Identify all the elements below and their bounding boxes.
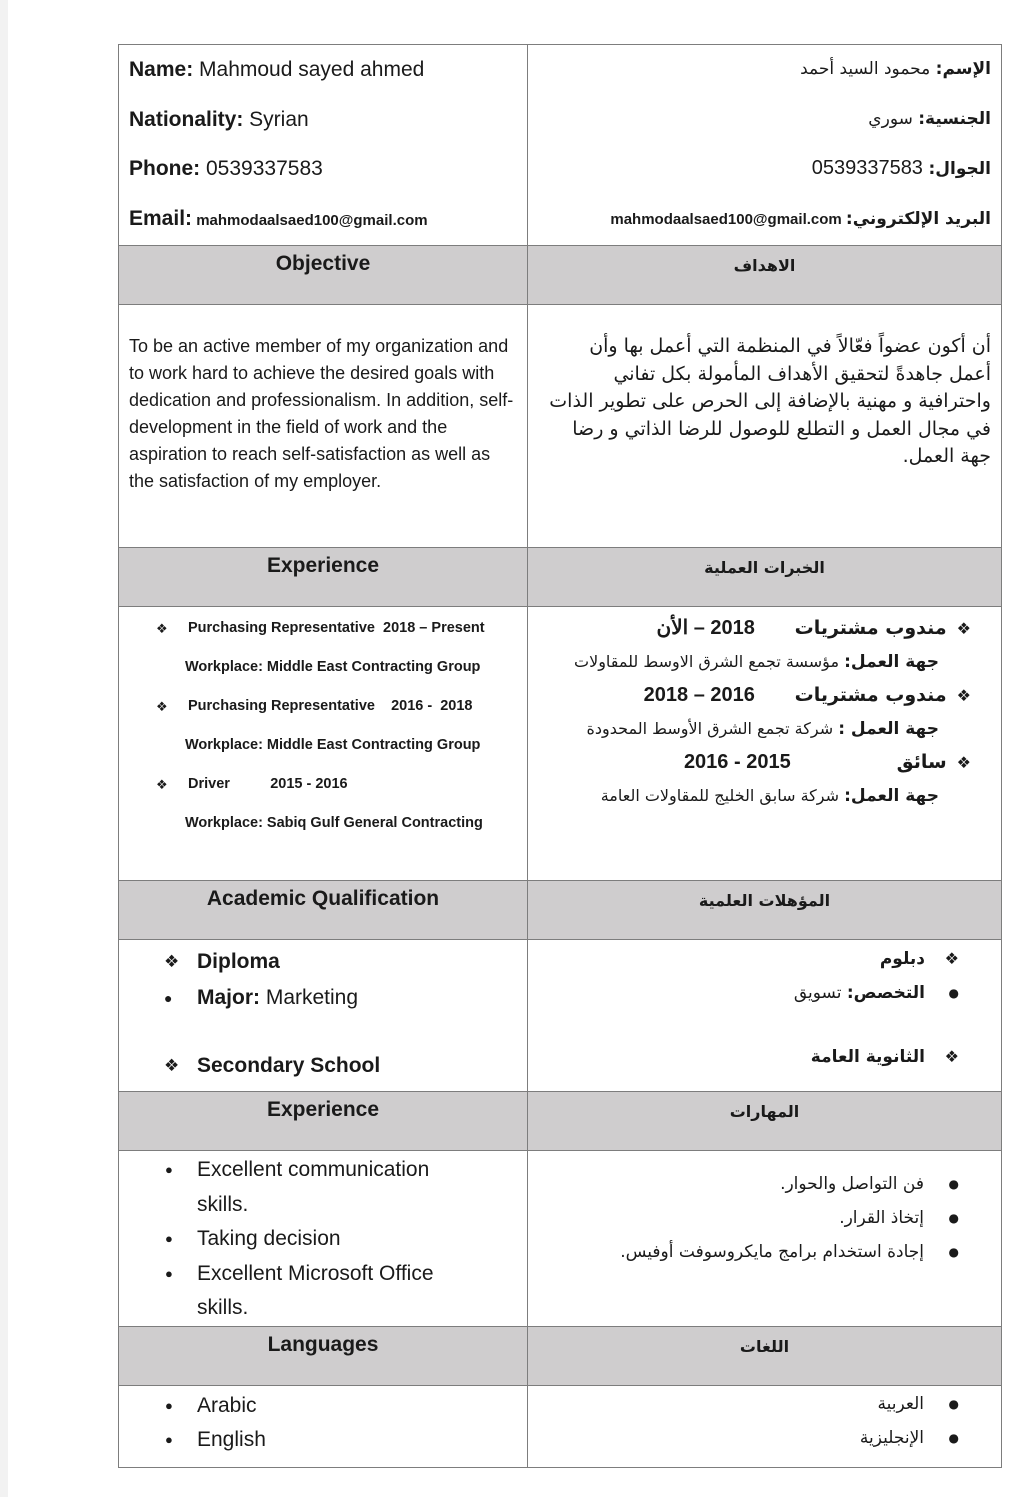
cv-table: [118, 44, 1002, 1468]
languages-row: [119, 1385, 1002, 1467]
dot-bullet-icon: ●: [948, 986, 959, 1000]
dot-bullet-icon: ●: [165, 1231, 173, 1246]
job-item: ❖ Purchasing Representative 2018 – Present: [119, 609, 527, 648]
name-field: Name: Mahmoud sayed ahmed: [129, 58, 425, 81]
language-item: ● Arabic: [119, 1389, 527, 1424]
experience-row: [119, 607, 1002, 881]
dot-bullet-icon: ●: [165, 1265, 173, 1281]
languages-list-ar: [528, 1386, 1001, 1455]
dot-bullet-icon: ●: [165, 1162, 173, 1177]
objective-text-ar: أن أكون عضواً فعّالاً في المنظمة التي أعمل بها وأن أعمل جاهدةً لتحقيق الأهداف المأمولة بكل تفاني واحترافية و مهنية بالإضافة إلى الحرص على تطوير الذات في مجال العمل و التطلع للوصول للرضا الذاتي و رضا جهة العمل.: [549, 335, 991, 467]
language-item-ar: ● العربية: [528, 1387, 1001, 1421]
skill-item-ar: ● إجادة استخدام برامج مايكروسوفت أوفيس.: [528, 1235, 1001, 1269]
job-item: ❖ Purchasing Representative 2016 - 2018: [119, 687, 527, 726]
skills-list: [119, 1151, 527, 1326]
academic-row: [119, 940, 1002, 1092]
dot-bullet-icon: ●: [165, 1432, 173, 1447]
languages-header-row: [119, 1326, 1002, 1385]
job-workplace: Workplace: Middle East Contracting Group: [185, 737, 481, 753]
school-item-ar: ❖ الثانوية العامة: [528, 1040, 1001, 1074]
skill-item-ar: ● إتخاذ القرار.: [528, 1201, 1001, 1235]
major-item: ● Major: Marketing: [119, 980, 527, 1016]
experience-title: Experience: [119, 548, 528, 607]
job-workplace-ar: جهة العمل: شركة سابق الخليج للمقاولات العامة: [600, 786, 939, 806]
job-workplace: Workplace: Sabiq Gulf General Contracting: [185, 815, 483, 831]
objective-title-ar: الاهداف: [528, 246, 1002, 305]
dot-bullet-icon: ●: [165, 1397, 173, 1413]
diamond-bullet-icon: ❖: [164, 952, 180, 971]
job-workplace-ar: جهة العمل: مؤسسة تجمع الشرق الاوسط للمقاولات: [574, 652, 939, 672]
language-item-ar: ● الإنجليزية: [528, 1421, 1001, 1455]
diamond-bullet-icon: ❖: [164, 1056, 180, 1075]
experience-title-ar: الخبرات العملية: [528, 548, 1002, 607]
job-item-ar: ❖سائق 2015 - 2016: [683, 751, 971, 773]
dot-bullet-icon: ●: [948, 1245, 959, 1259]
dot-bullet-icon: ●: [948, 1430, 959, 1445]
dot-bullet-icon: ●: [948, 1177, 959, 1191]
diamond-bullet-icon: ❖: [156, 777, 168, 792]
degree-item: ❖ Diploma: [119, 944, 527, 980]
academic-header-row: [119, 881, 1002, 940]
skill-item-ar: ● فن التواصل والحوار.: [528, 1167, 1001, 1201]
language-item: ● English: [119, 1423, 527, 1458]
nationality-field-ar: الجنسية: سوري: [868, 108, 991, 129]
dot-bullet-icon: ●: [948, 1396, 959, 1411]
job-item: ❖ Driver 2015 - 2016: [119, 765, 527, 804]
experience-header-row: [119, 548, 1002, 607]
dot-bullet-icon: ●: [164, 990, 173, 1006]
skills-row: [119, 1151, 1002, 1327]
languages-list: [119, 1386, 527, 1458]
contact-ar: [528, 45, 1002, 246]
job-workplace: Workplace: Middle East Contracting Group: [185, 659, 481, 675]
contact-en: [119, 45, 528, 246]
contact-row: [119, 45, 1002, 246]
diamond-bullet-icon: ❖: [956, 753, 971, 772]
nationality-field: Nationality: Syrian: [129, 107, 309, 131]
email-field: Email: mahmodaalsaed100@gmail.com: [129, 206, 428, 230]
experience-list: [119, 607, 527, 843]
skill-item: ● Excellent communication skills.: [119, 1153, 527, 1222]
phone-field: Phone: 0539337583: [129, 157, 323, 180]
skill-item: ● Taking decision: [119, 1222, 527, 1257]
skills-title-ar: المهارات: [528, 1092, 1002, 1151]
languages-title: Languages: [119, 1326, 528, 1385]
page-edge-strip: [0, 0, 8, 1497]
job-item-ar: ❖مندوب مشتريات 2016 – 2018: [643, 684, 971, 706]
email-field-ar: البريد الإلكتروني: mahmodaalsaed100@gmail.com: [610, 208, 991, 229]
academic-title-ar: المؤهلات العلمية: [528, 881, 1002, 940]
diamond-bullet-icon: ❖: [156, 621, 168, 636]
diamond-bullet-icon: ❖: [956, 686, 971, 705]
diamond-bullet-icon: ❖: [944, 1047, 959, 1066]
languages-title-ar: اللغات: [528, 1326, 1002, 1385]
job-item-ar: ❖مندوب مشتريات 2018 – الأن: [656, 617, 971, 639]
experience-list-ar: [528, 607, 1001, 812]
academic-title: Academic Qualification: [119, 881, 528, 940]
skill-item: ● Excellent Microsoft Office skills.: [119, 1257, 527, 1326]
skills-header-row: [119, 1092, 1002, 1151]
skills-list-ar: [528, 1151, 1001, 1269]
school-item: ❖ Secondary School: [119, 1048, 527, 1084]
objective-row: [119, 305, 1002, 548]
major-item-ar: ● التخصص: تسويق: [528, 976, 1001, 1010]
skills-title: Experience: [119, 1092, 528, 1151]
job-workplace-ar: جهة العمل : شركة تجمع الشرق الأوسط المحدودة: [586, 719, 939, 739]
diamond-bullet-icon: ❖: [944, 949, 959, 968]
diamond-bullet-icon: ❖: [956, 619, 971, 638]
diamond-bullet-icon: ❖: [156, 699, 168, 714]
objective-text: To be an active member of my organization and to work hard to achieve the desired goals with dedication and professionalism. In addition, self-development in the field of work and the aspiration to reach self-satisfaction as well as the satisfaction of my employer.: [129, 336, 514, 491]
objective-header-row: [119, 246, 1002, 305]
name-field-ar: الإسم: محمود السيد أحمد: [800, 59, 991, 79]
objective-title: Objective: [119, 246, 528, 305]
degree-item-ar: ❖ دبلوم: [528, 942, 1001, 976]
dot-bullet-icon: ●: [948, 1211, 959, 1225]
phone-field-ar: الجوال: 0539337583: [811, 157, 991, 179]
